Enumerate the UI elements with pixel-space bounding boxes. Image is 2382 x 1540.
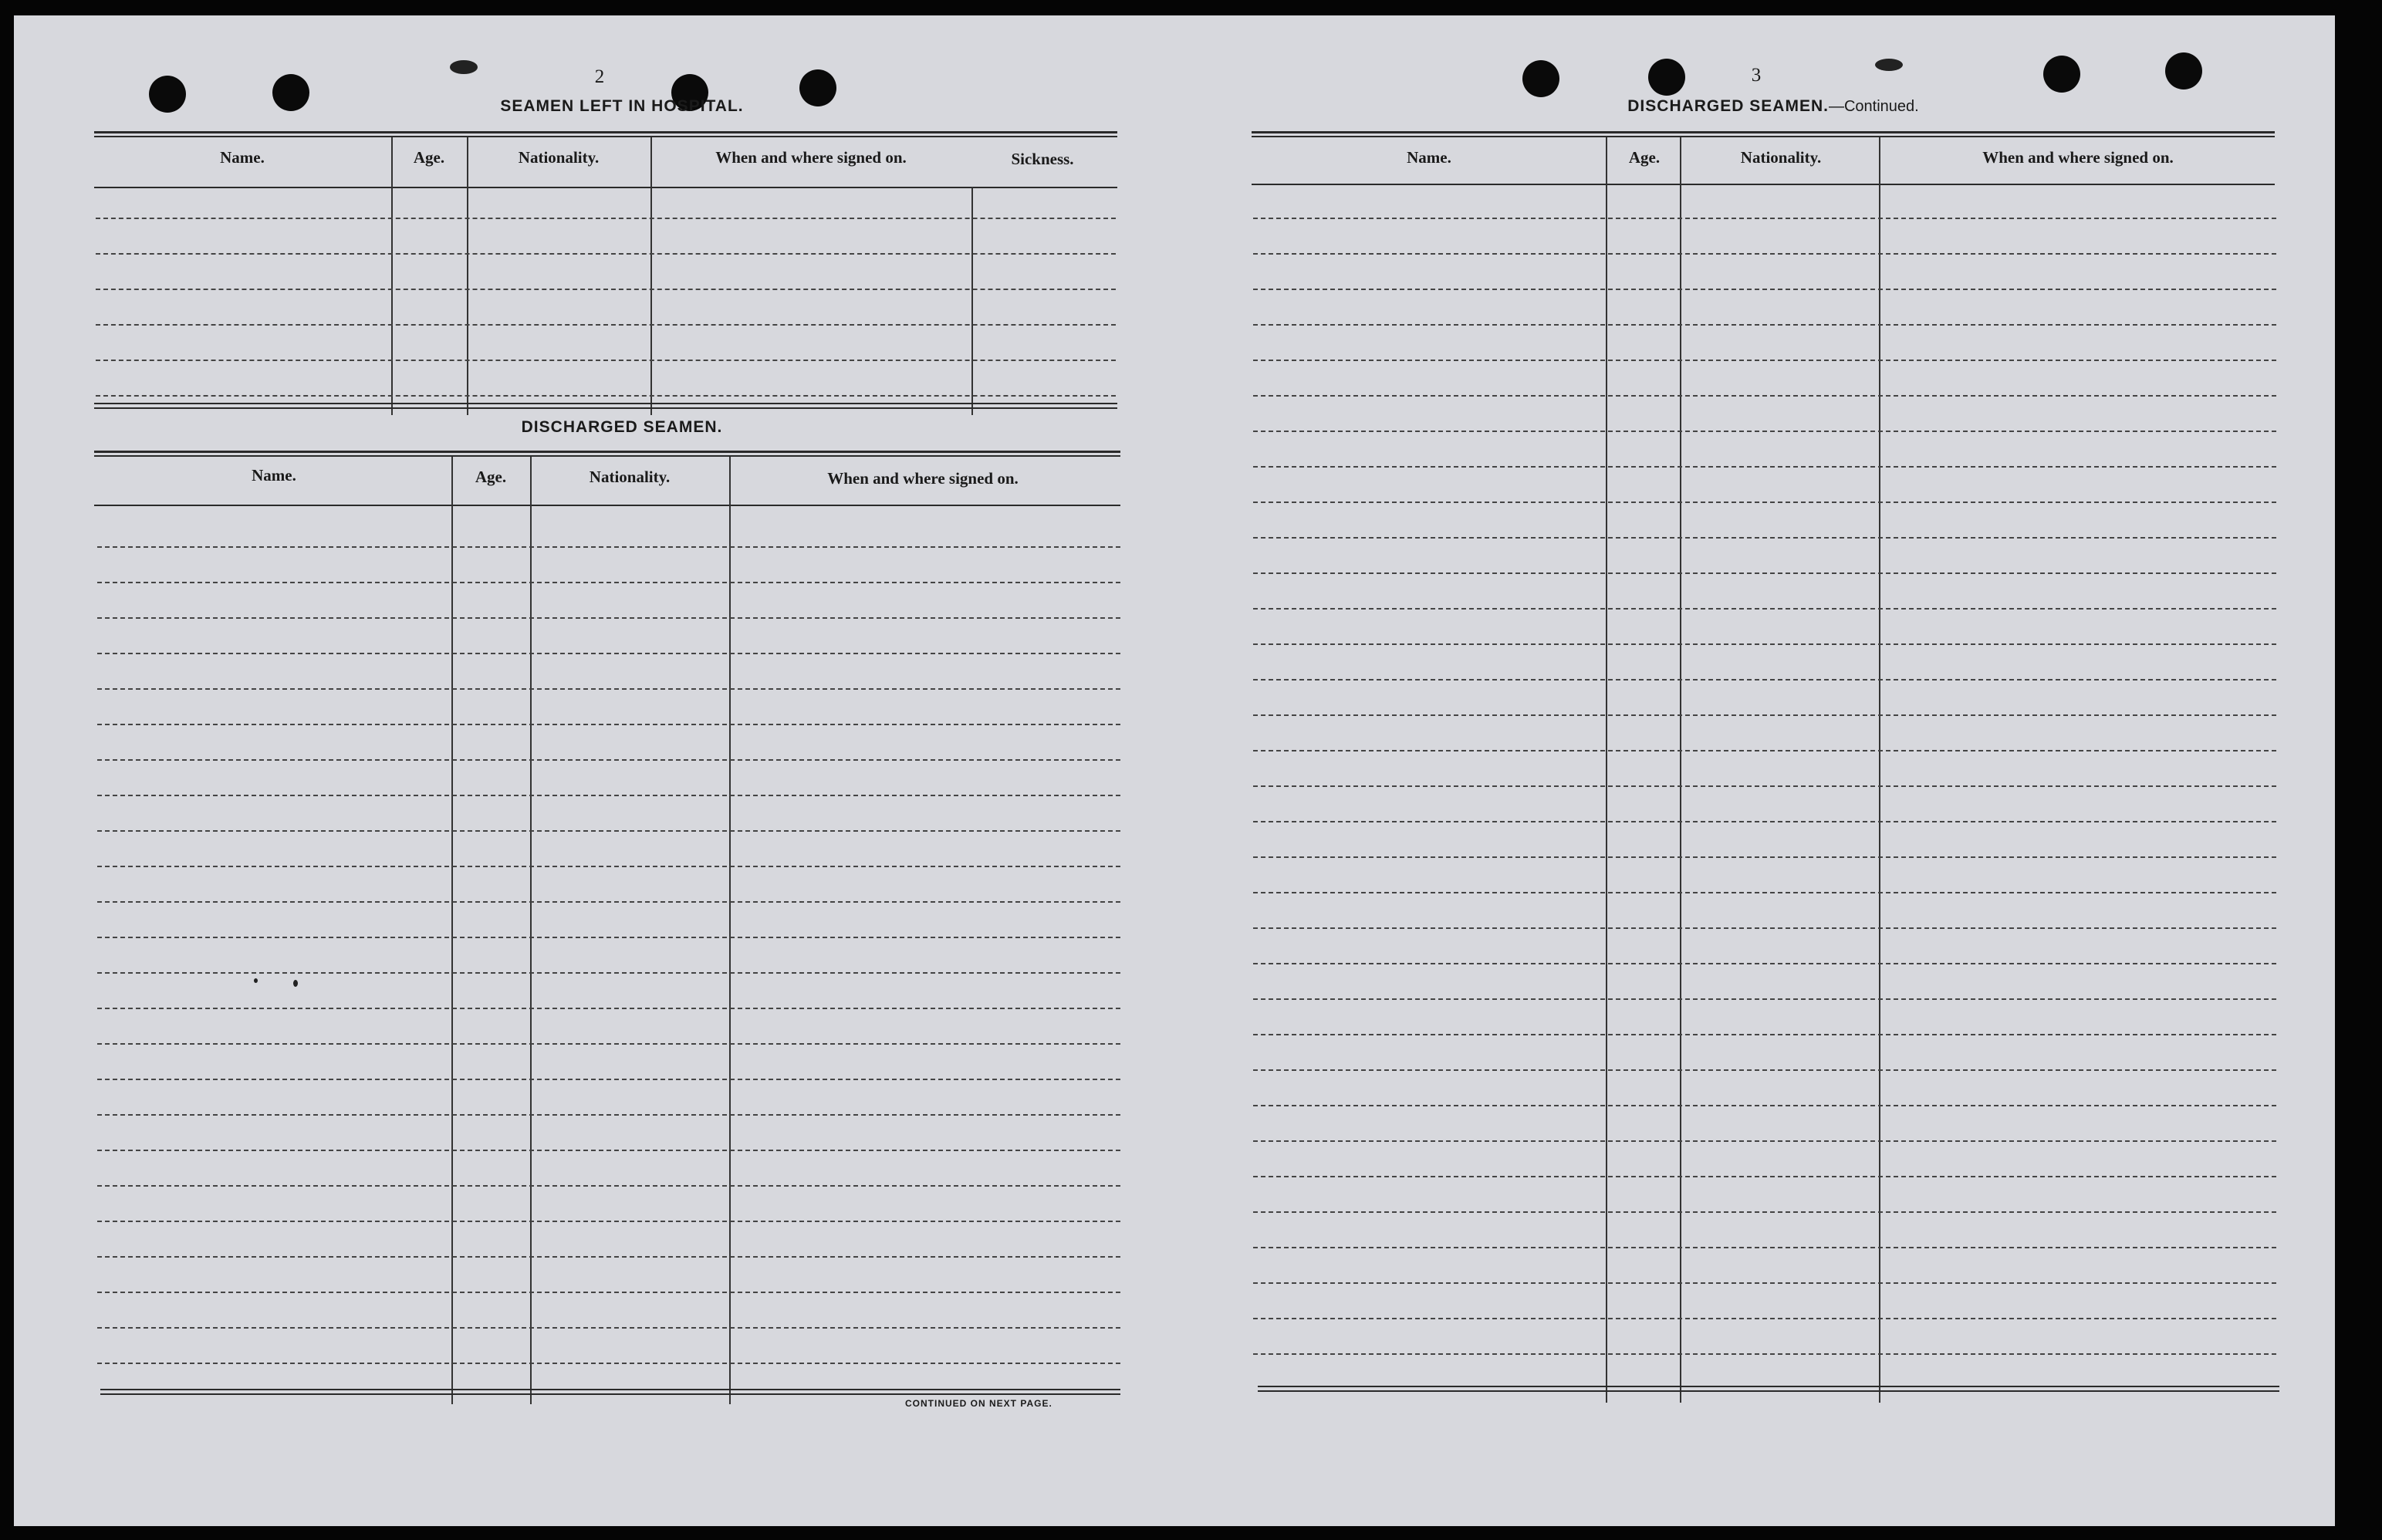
discharged-header-rule <box>94 505 1120 506</box>
page-number: 2 <box>594 66 605 87</box>
ruled-row-line <box>97 901 1120 903</box>
continued-footnote: CONTINUED ON NEXT PAGE. <box>905 1398 1052 1409</box>
ruled-row-line <box>97 937 1120 938</box>
ruled-row-line <box>97 972 1120 974</box>
ruled-row-line <box>97 1363 1120 1364</box>
ruled-row-line <box>1253 1247 2276 1248</box>
right-col-nationality: Nationality. <box>1740 148 1822 167</box>
continued-suffix: —Continued. <box>1828 98 1919 115</box>
ruled-row-line <box>1253 572 2276 574</box>
ruled-row-line <box>1253 821 2276 822</box>
ruled-row-line <box>97 1292 1120 1293</box>
hospital-section-title: SEAMEN LEFT IN HOSPITAL. <box>500 97 744 115</box>
ruled-row-line <box>1253 395 2276 397</box>
hospital-col-age: Age. <box>413 148 445 167</box>
ruled-row-line <box>97 1221 1120 1222</box>
right-header-rule <box>1252 184 2275 185</box>
ruled-row-line <box>97 1008 1120 1009</box>
hospital-top-rule <box>94 131 1117 133</box>
discharged-top-rule <box>94 451 1120 453</box>
right-top-rule <box>1252 131 2275 133</box>
ruled-row-line <box>1253 679 2276 681</box>
ruled-row-line <box>1253 1069 2276 1071</box>
hospital-col-signed-on: When and where signed on. <box>715 148 907 167</box>
ruled-row-line <box>97 1256 1120 1258</box>
hospital-col-divider <box>650 137 652 415</box>
ink-speck <box>293 980 298 987</box>
ruled-row-line <box>1253 502 2276 503</box>
page-number: 3 <box>1751 65 1762 86</box>
discharged-section-title: DISCHARGED SEAMEN. <box>521 418 723 436</box>
ruled-row-line <box>96 395 1116 397</box>
ruled-row-line <box>1253 360 2276 361</box>
ruled-row-line <box>97 1327 1120 1329</box>
hospital-col-name: Name. <box>220 148 265 167</box>
ruled-row-line <box>97 546 1120 548</box>
ruled-row-line <box>1253 1282 2276 1284</box>
discharged-continued-title <box>1557 97 1989 116</box>
ruled-row-line <box>97 1043 1120 1045</box>
right-bottom-rule-2 <box>1258 1390 2279 1392</box>
ruled-row-line <box>1253 643 2276 645</box>
punch-hole-icon <box>149 76 186 113</box>
right-col-signed-on: When and where signed on. <box>1982 148 2174 167</box>
form-sheet <box>14 15 2335 1526</box>
ruled-row-line <box>1253 714 2276 716</box>
ruled-row-line <box>1253 608 2276 610</box>
ink-speck <box>1875 59 1903 71</box>
discharged-top-rule-2 <box>94 455 1120 457</box>
right-col-divider <box>1680 137 1681 1403</box>
right-bottom-rule <box>1258 1386 2279 1387</box>
discharged-col-age: Age. <box>475 468 507 486</box>
hospital-top-rule-2 <box>94 136 1117 137</box>
ruled-row-line <box>1253 1353 2276 1355</box>
punch-hole-icon <box>2165 52 2202 89</box>
ruled-row-line <box>96 218 1116 219</box>
ruled-row-line <box>97 866 1120 867</box>
discharged-continued-title-main: DISCHARGED SEAMEN. <box>1627 97 1829 115</box>
discharged-col-divider <box>729 457 731 1404</box>
ruled-row-line <box>97 795 1120 796</box>
ruled-row-line <box>97 1114 1120 1116</box>
ruled-row-line <box>1253 856 2276 858</box>
discharged-col-signed-on: When and where signed on. <box>827 469 1019 488</box>
ruled-row-line <box>1253 998 2276 1000</box>
ruled-row-line <box>97 759 1120 761</box>
ruled-row-line <box>97 582 1120 583</box>
hospital-col-divider <box>467 137 468 415</box>
ruled-row-line <box>1253 1211 2276 1213</box>
punch-hole-icon <box>1648 59 1685 96</box>
ruled-row-line <box>1253 1140 2276 1142</box>
discharged-col-divider <box>530 457 532 1404</box>
discharged-bottom-rule <box>100 1389 1120 1390</box>
discharged-col-nationality: Nationality. <box>589 468 671 486</box>
ruled-row-line <box>1253 289 2276 290</box>
right-col-age: Age. <box>1628 148 1661 167</box>
ruled-row-line <box>97 653 1120 654</box>
ruled-row-line <box>96 253 1116 255</box>
ruled-row-line <box>96 289 1116 290</box>
hospital-bottom-rule-2 <box>94 407 1117 409</box>
ruled-row-line <box>97 830 1120 832</box>
ruled-row-line <box>97 724 1120 725</box>
ruled-row-line <box>1253 218 2276 219</box>
ruled-row-line <box>97 617 1120 619</box>
right-col-divider <box>1879 137 1880 1403</box>
ruled-row-line <box>1253 927 2276 929</box>
ruled-row-line <box>1253 1176 2276 1177</box>
ruled-row-line <box>1253 1318 2276 1319</box>
ruled-row-line <box>1253 785 2276 787</box>
right-top-rule-2 <box>1252 136 2275 137</box>
right-col-name: Name. <box>1407 148 1451 167</box>
punch-hole-icon <box>272 74 309 111</box>
ruled-row-line <box>97 1150 1120 1151</box>
right-col-divider <box>1606 137 1607 1403</box>
hospital-col-sickness: Sickness. <box>1011 150 1074 168</box>
hospital-col-nationality: Nationality. <box>518 148 600 167</box>
ruled-row-line <box>96 324 1116 326</box>
ruled-row-line <box>1253 537 2276 539</box>
ruled-row-line <box>1253 750 2276 751</box>
ruled-row-line <box>1253 253 2276 255</box>
ruled-row-line <box>1253 963 2276 964</box>
ruled-row-line <box>1253 1034 2276 1035</box>
ink-speck <box>254 978 258 983</box>
ruled-row-line <box>1253 324 2276 326</box>
discharged-bottom-rule-2 <box>100 1393 1120 1395</box>
hospital-bottom-rule <box>94 403 1117 404</box>
discharged-col-name: Name. <box>252 466 296 485</box>
punch-hole-icon <box>1522 60 1559 97</box>
punch-hole-icon <box>2043 56 2080 93</box>
ruled-row-line <box>96 360 1116 361</box>
ruled-row-line <box>97 1185 1120 1187</box>
discharged-col-divider <box>451 457 453 1404</box>
ink-speck <box>450 60 478 74</box>
hospital-col-divider <box>971 187 973 415</box>
ruled-row-line <box>97 1079 1120 1080</box>
ruled-row-line <box>1253 892 2276 893</box>
hospital-header-rule <box>94 187 1117 188</box>
ruled-row-line <box>1253 431 2276 432</box>
ruled-row-line <box>97 688 1120 690</box>
ruled-row-line <box>1253 1105 2276 1106</box>
ruled-row-line <box>1253 466 2276 468</box>
hospital-col-divider <box>391 137 393 415</box>
